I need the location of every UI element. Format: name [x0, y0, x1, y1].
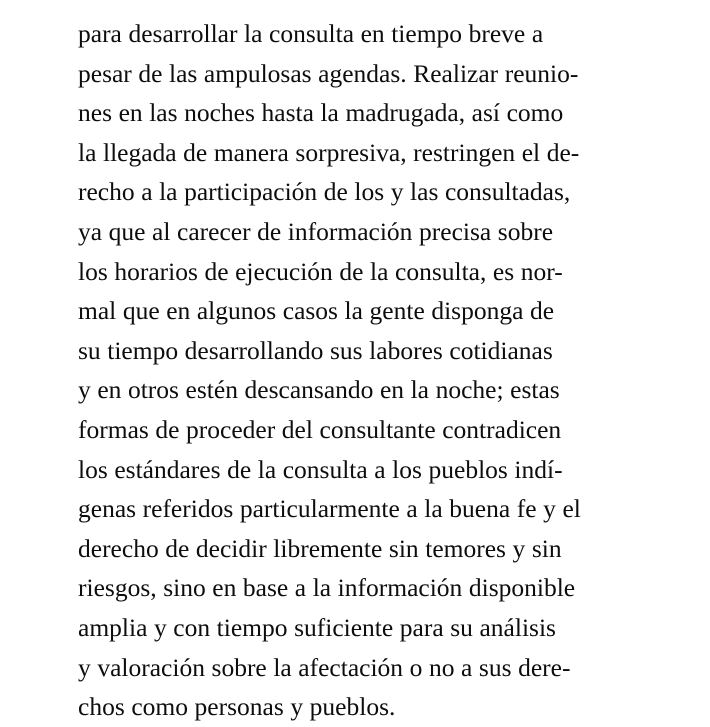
- text-line: formas de proceder del consultante contradicen: [78, 414, 562, 444]
- text-line: amplia y con tiempo suficiente para su análisis: [78, 612, 556, 642]
- text-line: los estándares de la consulta a los pueblos indí-: [78, 454, 563, 484]
- text-line: derecho de decidir libremente sin temores y sin: [78, 533, 562, 563]
- text-line: chos como personas y pueblos.: [78, 692, 396, 722]
- text-line: la llegada de manera sorpresiva, restringen el de-: [78, 137, 580, 167]
- text-line: y valoración sobre la afectación o no a sus dere-: [78, 652, 571, 682]
- text-line: genas referidos particularmente a la buena fe y el: [78, 494, 581, 524]
- text-line: su tiempo desarrollando sus labores cotidianas: [78, 335, 553, 365]
- text-column: [78, 14, 694, 727]
- text-line: y en otros estén descansando en la noche; estas: [78, 375, 560, 405]
- text-line: los horarios de ejecución de la consulta, es nor-: [78, 256, 563, 286]
- text-line: riesgos, sino en base a la información disponible: [78, 573, 576, 603]
- text-line: mal que en algunos casos la gente disponga de: [78, 296, 555, 326]
- text-line: nes en las noches hasta la madrugada, así como: [78, 98, 564, 128]
- body-paragraph: [78, 14, 694, 727]
- text-line: para desarrollar la consulta en tiempo breve a: [78, 19, 544, 48]
- text-line: ya que al carecer de información precisa sobre: [78, 216, 554, 246]
- text-line: pesar de las ampulosas agendas. Realizar reunio-: [78, 58, 579, 88]
- text-line: recho a la participación de los y las consultadas,: [78, 177, 571, 207]
